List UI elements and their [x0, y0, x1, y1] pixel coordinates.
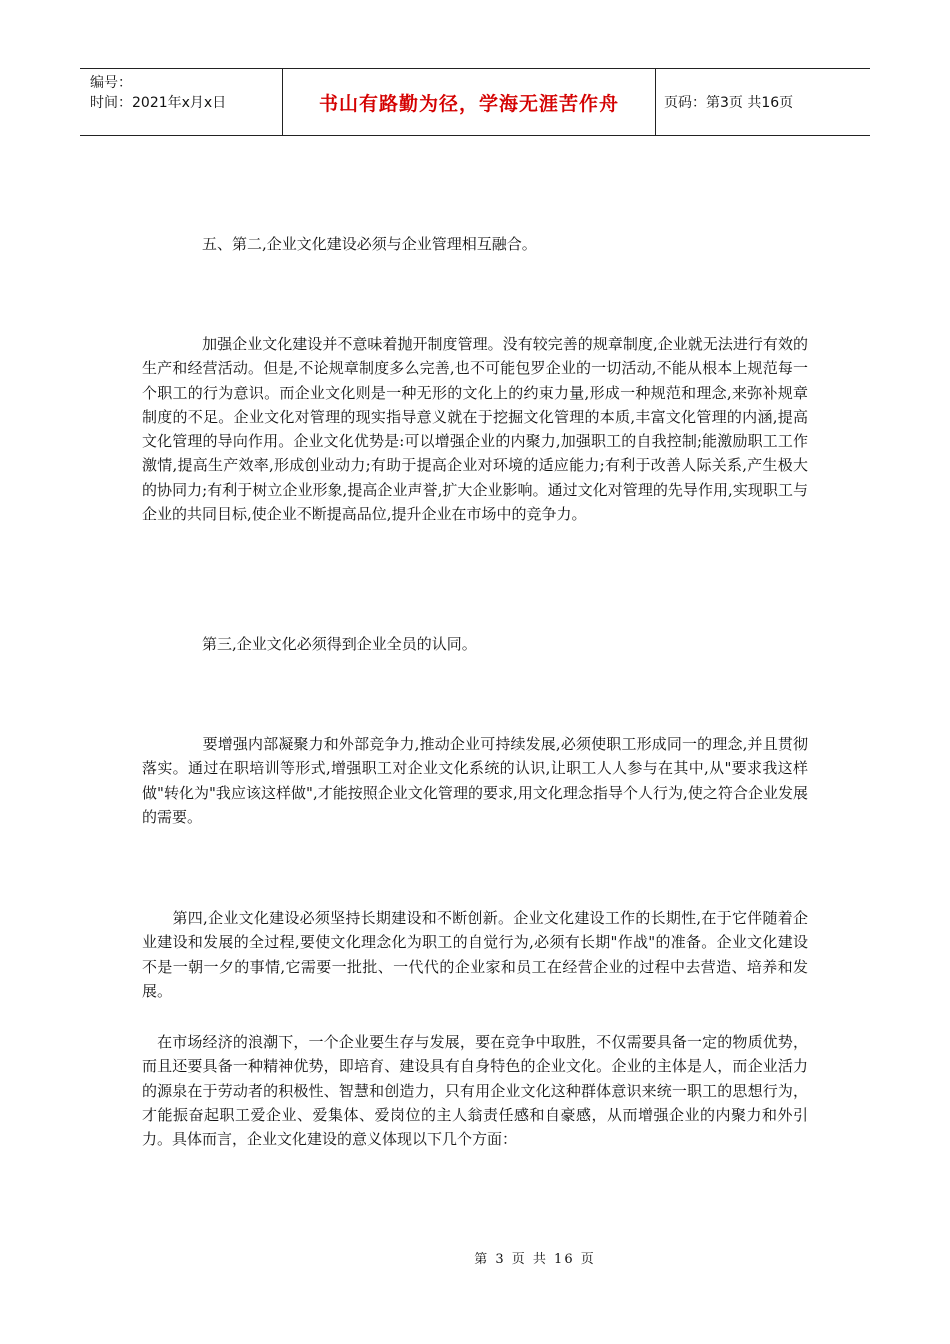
header-meta — [80, 69, 282, 135]
section-heading-3: 第三,企业文化必须得到企业全员的认同。 — [142, 635, 477, 653]
footer-page-number: 第 3 页 共 16 页 — [474, 1252, 596, 1267]
section-heading-2: 五、第二,企业文化建设必须与企业管理相互融合。 — [142, 235, 537, 253]
document-number-label: 编号： — [90, 75, 132, 91]
header-motto: 书山有路勤为径，学海无涯苦作舟 — [318, 92, 619, 115]
header-motto-cell — [282, 69, 656, 135]
body-paragraph: 第四,企业文化建设必须坚持长期建设和不断创新。企业文化建设工作的长期性,在于它伴随着企业建设和发展的全过程,要使文化理念化为职工的自觉行为,必须有长期"作战"的准备。企业文化建设不是一朝一夕的事情,它需要一批批、一代代的企业家和员工在经营企业的过程中去营造、培养和发展。 — [142, 909, 808, 1000]
document-date-label: 时间：2021年x月x日 — [90, 95, 227, 111]
page-footer — [0, 1248, 950, 1267]
header-page-info: 页码：第3页 共16页 — [664, 95, 794, 111]
body-paragraph: 加强企业文化建设并不意味着抛开制度管理。没有较完善的规章制度,企业就无法进行有效的生产和经营活动。但是,不论规章制度多么完善,也不可能包罗企业的一切活动,不能从根本上规范每一个职工的行为意识。而企业文化则是一种无形的文化上的约束力量,形成一种规范和理念,来弥补规章制度的不足。企业文化对管理的现实指导意义就在于挖掘文化管理的本质,丰富文化管理的内涵,提高文化管理的导向作用。企业文化优势是:可以增强企业的内聚力,加强职工的自我控制;能激励职工工作激情,提高生产效率,形成创业动力;有助于提高企业对环境的适应能力;有利于改善人际关系,产生极大的协同力;有利于树立企业形象,提高企业声誉,扩大企业影响。通过文化对管理的先导作用,实现职工与企业的共同目标,使企业不断提高品位,提升企业在市场中的竞争力。 — [142, 335, 808, 524]
body-paragraph: 要增强内部凝聚力和外部竞争力,推动企业可持续发展,必须使职工形成同一的理念,并且贯彻落实。通过在职培训等形式,增强职工对企业文化系统的认识,让职工人人参与在其中,从"要求我这样做"转化为"我应该这样做",才能按照企业文化管理的要求,用文化理念指导个人行为,使之符合企业发展的需要。 — [142, 735, 808, 826]
body-paragraph: 在市场经济的浪潮下，一个企业要生存与发展，要在竞争中取胜，不仅需要具备一定的物质优势，而且还要具备一种精神优势，即培育、建设具有自身特色的企业文化。企业的主体是人，而企业活力的源泉在于劳动者的积极性、智慧和创造力，只有用企业文化这种群体意识来统一职工的思想行为，才能振奋起职工爱企业、爱集体、爱岗位的主人翁责任感和自豪感，从而增强企业的内聚力和外引力。具体而言，企业文化建设的意义体现以下几个方面： — [142, 1033, 808, 1149]
header-page-cell — [656, 69, 870, 135]
document-header — [80, 68, 870, 136]
